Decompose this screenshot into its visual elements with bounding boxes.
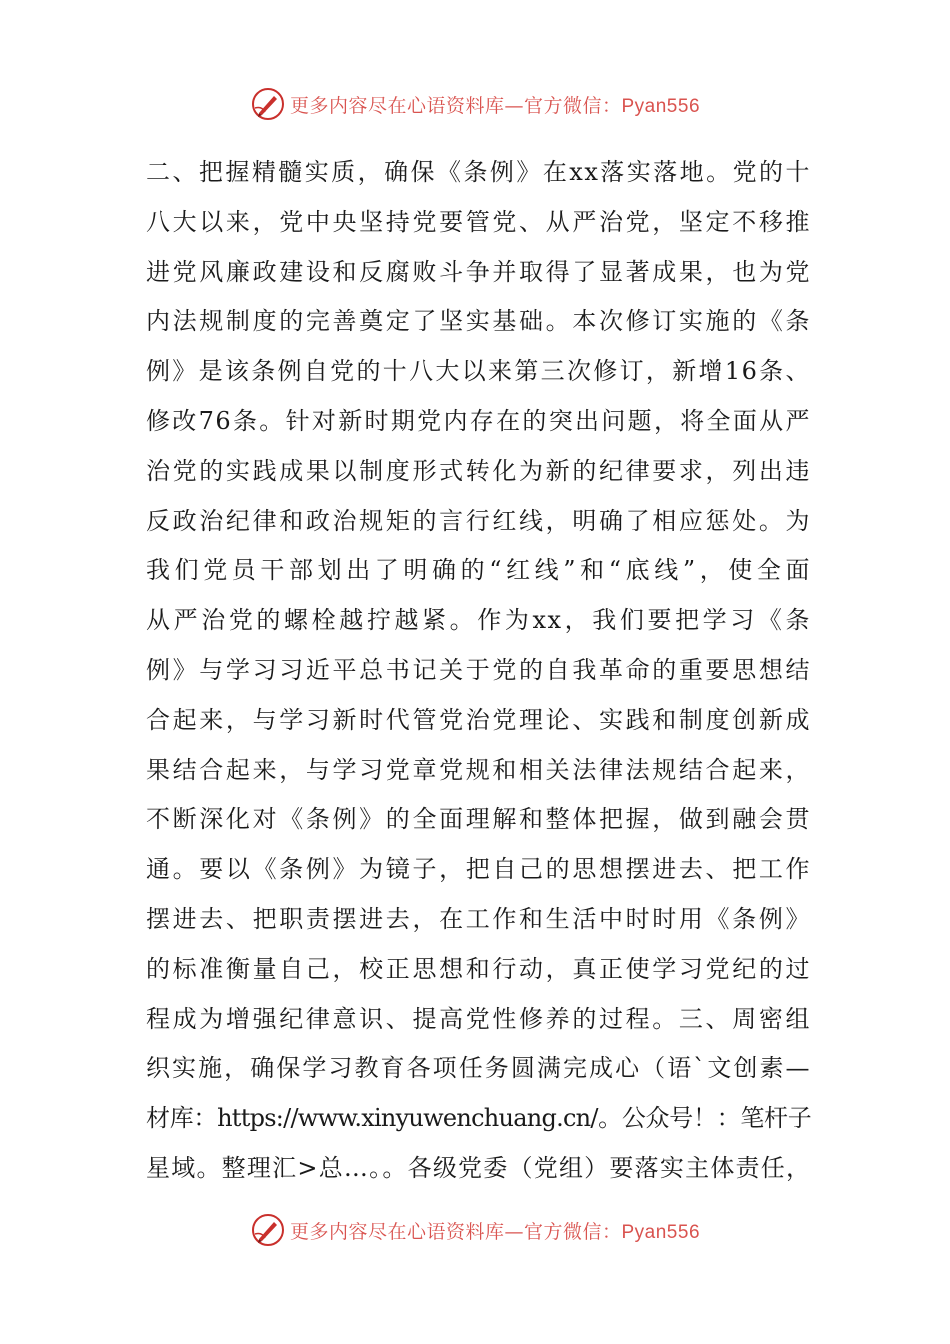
body-line: 八大以来，党中央坚持党要管党、从严治党，坚定不移推 (146, 207, 811, 236)
body-line: 从严治党的螺栓越拧越紧。作为xx，我们要把学习《条 (146, 606, 811, 635)
body-line: 内法规制度的完善奠定了坚实基础。本次修订实施的《条 (146, 307, 811, 336)
pen-logo-icon (250, 86, 286, 122)
watermark-text (290, 1217, 700, 1244)
watermark-handle: Pyan556 (621, 1221, 701, 1243)
body-line: 例》是该条例自党的十八大以来第三次修订，新增16条、 (146, 357, 811, 386)
document-body (146, 148, 811, 1194)
body-line: 织实施，确保学习教育各项任务圆满完成心（语`文创素— (146, 1054, 811, 1083)
body-line: 反政治纪律和政治规矩的言行红线，明确了相应惩处。为 (146, 506, 811, 535)
watermark-text (290, 91, 700, 118)
body-line: 合起来，与学习新时代管党治党理论、实践和制度创新成 (146, 705, 811, 734)
body-line: 例》与学习习近平总书记关于党的自我革命的重要思想结 (146, 655, 811, 684)
body-line: 程成为增强纪律意识、提高党性修养的过程。三、周密组 (146, 1004, 811, 1033)
body-line: 的标准衡量自己，校正思想和行动，真正使学习党纪的过 (146, 954, 811, 983)
body-line: 摆进去、把职责摆进去，在工作和生活中时时用《条例》 (146, 904, 811, 933)
header-watermark (0, 84, 950, 124)
body-line: 星域。整理汇>总…。。各级党委（党组）要落实主体责任， (146, 1153, 811, 1182)
watermark-handle: Pyan556 (621, 95, 701, 117)
pen-logo-icon (250, 1212, 286, 1248)
body-line: 果结合起来，与学习党章党规和相关法律法规结合起来， (146, 755, 811, 784)
watermark-label: 更多内容尽在心语资料库—官方微信： (289, 1220, 622, 1243)
watermark-label: 更多内容尽在心语资料库—官方微信： (289, 94, 622, 117)
body-line: 通。要以《条例》为镜子，把自己的思想摆进去、把工作 (146, 855, 811, 884)
footer-watermark (0, 1210, 950, 1250)
body-line: 材库：https://www.xinyuwenchuang.cn/。公众号！：笔杆子 (146, 1104, 811, 1133)
body-line: 二、把握精髓实质，确保《条例》在xx落实落地。党的十 (146, 158, 811, 186)
body-line: 我们党员干部划出了明确的“红线”和“底线”，使全面 (146, 556, 811, 585)
body-line: 治党的实践成果以制度形式转化为新的纪律要求，列出违 (146, 456, 811, 485)
body-line: 进党风廉政建设和反腐败斗争并取得了显著成果，也为党 (146, 257, 811, 286)
body-line: 不断深化对《条例》的全面理解和整体把握，做到融会贯 (146, 805, 811, 834)
body-line: 修改76条。针对新时期党内存在的突出问题，将全面从严 (146, 406, 811, 435)
